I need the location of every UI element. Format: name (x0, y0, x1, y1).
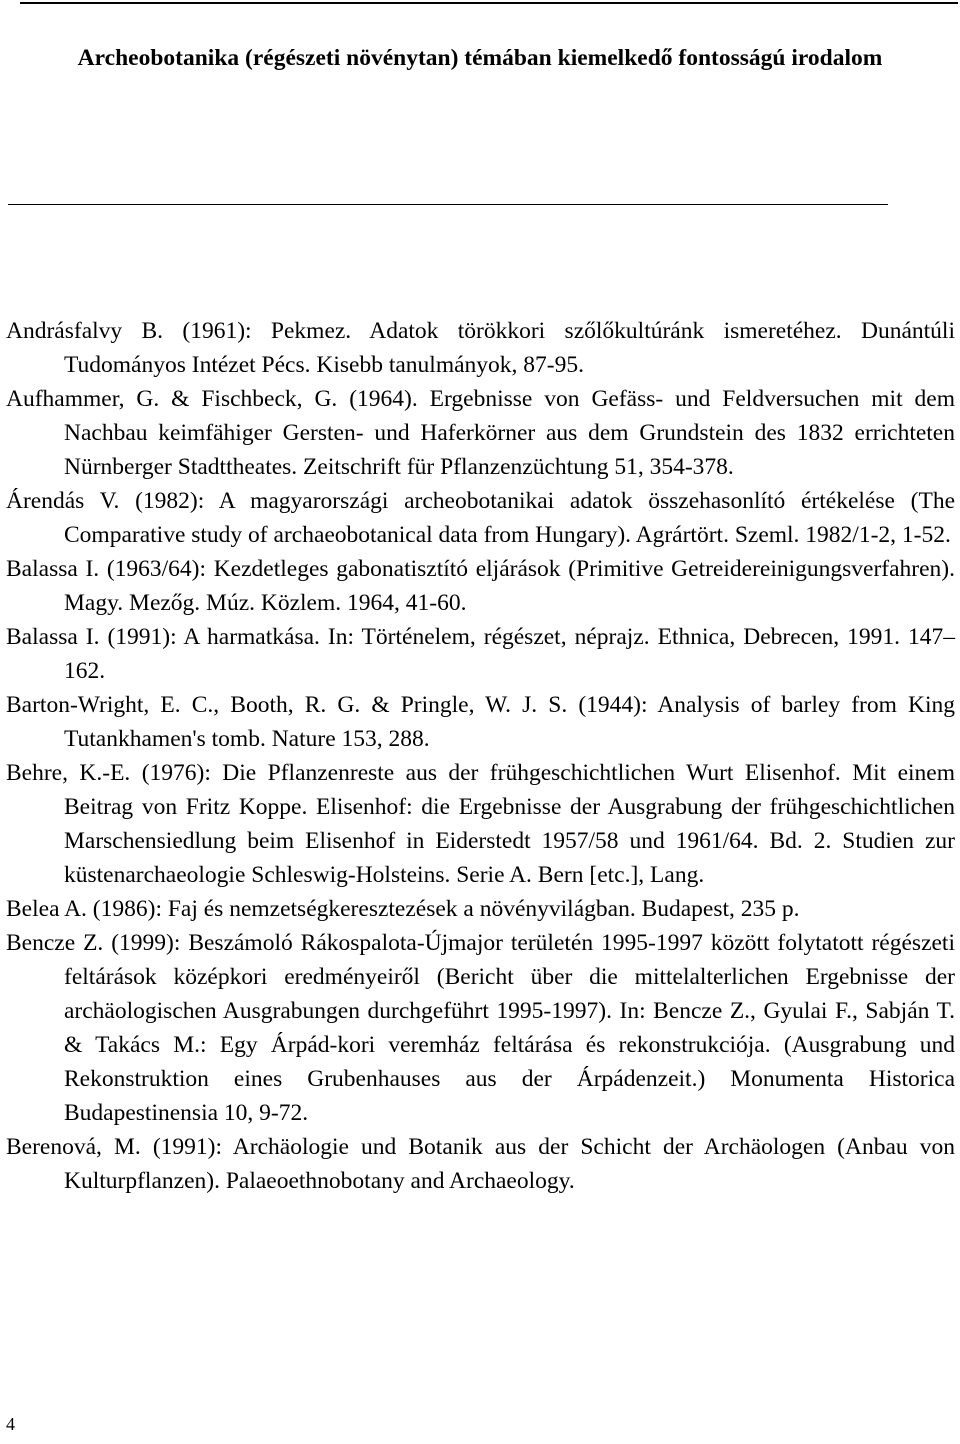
reference-item: Balassa I. (1963/64): Kezdetleges gabonatisztító eljárások (Primitive Getreidereinigungsverfahren). Magy. Mezőg. Múz. Közlem. 1964, 41-60. (6, 556, 955, 616)
reference-item: Belea A. (1986): Faj és nemzetségkeresztezések a növényvilágban. Budapest, 235 p. (6, 896, 800, 922)
reference-item: Berenová, M. (1991): Archäologie und Botanik aus der Schicht der Archäologen (Anbau von Kulturpflanzen). Palaeoethnobotany and Archaeology. (6, 1134, 955, 1194)
page-title: Archeobotanika (régészeti növénytan) témában kiemelkedő fontosságú irodalom (77, 45, 883, 71)
top-rule (20, 2, 958, 4)
reference-item: Bencze Z. (1999): Beszámoló Rákospalota-Újmajor területén 1995-1997 között folytatott régészeti feltárások középkori eredményeiről (Bericht über die mittelalterlichen Ergebnisse der archäologischen Ausgrabungen durchgeführt 1995-1997). In: Bencze Z., Gyulai F., Sabján T. & Takács M.: Egy Árpád-kori veremház feltárása és rekonstrukciója. (Ausgrabung und Rekonstruktion eines Grubenhauses aus der Árpádenzeit.) Monumenta Historica Budapestinensia 10, 9-72. (6, 930, 955, 1126)
reference-item: Andrásfalvy B. (1961): Pekmez. Adatok törökkori szőlőkultúránk ismeretéhez. Dunántúli Tudományos Intézet Pécs. Kisebb tanulmányok, 87-95. (6, 318, 955, 378)
reference-item: Árendás V. (1982): A magyarországi archeobotanikai adatok összehasonlító értékelése (The Comparative study of archaeobotanical data from Hungary). Agrártört. Szeml. 1982/1-2, 1-52. (6, 488, 955, 548)
page-number: 4 (6, 1414, 15, 1434)
reference-item: Balassa I. (1991): A harmatkása. In: Történelem, régészet, néprajz. Ethnica, Debrecen, 1991. 147–162. (6, 624, 955, 684)
reference-item: Behre, K.-E. (1976): Die Pflanzenreste aus der frühgeschichtlichen Wurt Elisenhof. Mit einem Beitrag von Fritz Koppe. Elisenhof: die Ergebnisse der Ausgrabung der frühgeschichtlichen Marschensiedlung beim Elisenhof in Eiderstedt 1957/58 und 1961/64. Bd. 2. Studien zur küstenarchaeologie Schleswig-Holsteins. Serie A. Bern [etc.], Lang. (6, 760, 955, 888)
reference-item: Barton-Wright, E. C., Booth, R. G. & Pringle, W. J. S. (1944): Analysis of barley from King Tutankhamen's tomb. Nature 153, 288. (6, 692, 955, 752)
reference-item: Aufhammer, G. & Fischbeck, G. (1964). Ergebnisse von Gefäss- und Feldversuchen mit dem Nachbau keimfähiger Gersten- und Haferkörner aus dem Grundstein des 1832 errichteten Nürnberger Stadttheates. Zeitschrift für Pflanzenzüchtung 51, 354-378. (6, 386, 955, 480)
reference-list (6, 314, 955, 1198)
title-divider (8, 204, 888, 205)
